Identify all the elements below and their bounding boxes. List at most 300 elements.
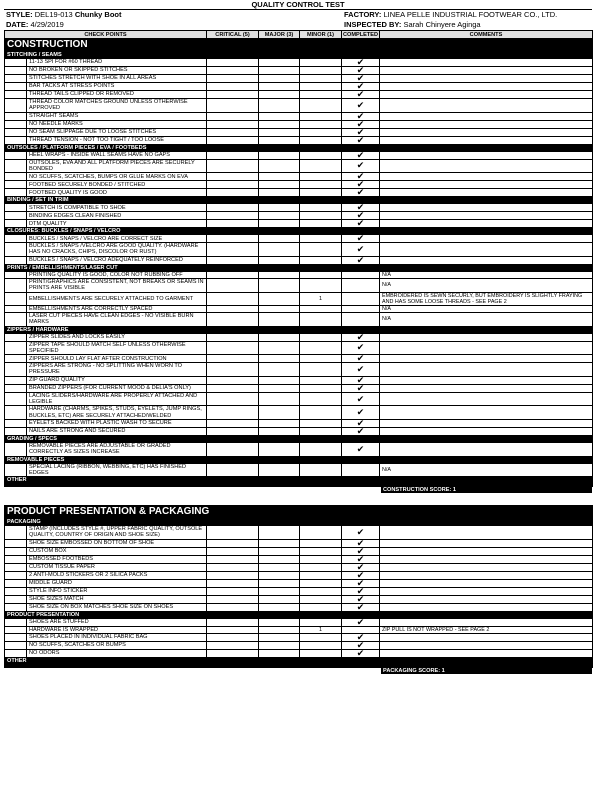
comment-cell	[380, 642, 593, 650]
check-mark-icon: ✔	[356, 211, 365, 220]
row-index-cell	[5, 355, 27, 363]
major-cell	[259, 67, 300, 75]
minor-cell	[300, 642, 342, 650]
completed-cell	[342, 173, 380, 181]
major-cell	[259, 595, 300, 603]
completed-cell	[342, 587, 380, 595]
row-index-cell	[5, 618, 27, 626]
row-index-cell	[5, 333, 27, 341]
critical-cell	[207, 292, 259, 305]
checkpoint-text: BUCKLES / SNAPS /VELCRO ARE GOOD QUALITY. (HARDWARE HAS NO CRACKS, CHIPS, DISCOLOR OR RUST)	[27, 243, 207, 257]
major-cell	[259, 384, 300, 392]
minor-cell	[300, 650, 342, 658]
checkpoint-text: BAR TACKS AT STRESS POINTS	[27, 83, 207, 91]
comment-cell	[380, 212, 593, 220]
checkpoint-text: ZIP GUARD QUALITY	[27, 376, 207, 384]
group-header-row	[5, 477, 593, 484]
checkpoint-text: EMBELLISHMENTS ARE CORRECTLY SPACED	[27, 305, 207, 312]
checkpoint-row	[5, 618, 593, 626]
completed-cell	[342, 634, 380, 642]
checkpoint-text: NO NEEDLE MARKS	[27, 120, 207, 128]
row-index-cell	[5, 603, 27, 611]
minor-cell	[300, 363, 342, 377]
date-value: 4/29/2019	[30, 20, 64, 29]
major-cell	[259, 181, 300, 189]
row-index-cell	[5, 256, 27, 264]
major-cell	[259, 539, 300, 547]
check-mark-icon: ✔	[356, 363, 365, 374]
critical-cell	[207, 526, 259, 540]
comment-cell	[380, 618, 593, 626]
minor-cell	[300, 563, 342, 571]
minor-cell	[300, 587, 342, 595]
check-mark-icon: ✔	[356, 128, 365, 137]
critical-cell	[207, 59, 259, 67]
critical-cell	[207, 333, 259, 341]
comment-cell	[380, 341, 593, 355]
checkpoint-row	[5, 189, 593, 197]
completed-cell	[342, 384, 380, 392]
completed-cell	[342, 526, 380, 540]
checkpoint-row	[5, 442, 593, 456]
comment-cell: N/A	[380, 305, 593, 312]
critical-cell	[207, 442, 259, 456]
checkpoint-text: DTM QUALITY	[27, 220, 207, 228]
minor-cell	[300, 571, 342, 579]
construction-section-title: CONSTRUCTION	[5, 39, 593, 52]
major-cell	[259, 212, 300, 220]
col-check-points: CHECK POINTS	[5, 31, 207, 39]
comment-cell	[380, 99, 593, 113]
check-mark-icon: ✔	[356, 649, 365, 658]
check-mark-icon: ✔	[356, 256, 365, 265]
critical-cell	[207, 384, 259, 392]
check-mark-icon: ✔	[356, 419, 365, 428]
completed-cell	[342, 271, 380, 278]
major-cell	[259, 305, 300, 312]
packaging-body	[5, 506, 593, 668]
col-completed: COMPLETED	[342, 31, 379, 38]
minor-cell	[300, 555, 342, 563]
completed-cell	[342, 406, 380, 420]
checkpoint-row	[5, 642, 593, 650]
checkpoint-row	[5, 526, 593, 540]
comment-cell	[380, 91, 593, 99]
group-title: GRADING / SPECS	[5, 435, 593, 442]
completed-cell	[342, 305, 380, 312]
comment-cell	[380, 526, 593, 540]
major-cell	[259, 363, 300, 377]
major-cell	[259, 75, 300, 83]
minor-cell	[300, 256, 342, 264]
comment-cell	[380, 555, 593, 563]
critical-cell	[207, 406, 259, 420]
checkpoint-row	[5, 279, 593, 293]
critical-cell	[207, 243, 259, 257]
minor-cell	[300, 526, 342, 540]
checkpoint-row	[5, 305, 593, 312]
completed-cell	[342, 181, 380, 189]
checkpoint-row	[5, 312, 593, 326]
checkpoint-text: STYLE INFO STICKER	[27, 587, 207, 595]
completed-cell	[342, 220, 380, 228]
checkpoint-row	[5, 99, 593, 113]
minor-cell	[300, 235, 342, 243]
minor-cell	[300, 189, 342, 197]
critical-cell	[207, 256, 259, 264]
major-cell	[259, 547, 300, 555]
checkpoint-row	[5, 59, 593, 67]
completed-cell	[342, 159, 380, 173]
major-cell	[259, 427, 300, 435]
row-index-cell	[5, 189, 27, 197]
major-cell	[259, 312, 300, 326]
check-mark-icon: ✔	[356, 547, 365, 556]
major-cell	[259, 419, 300, 427]
comment-cell	[380, 634, 593, 642]
check-mark-icon: ✔	[356, 555, 365, 564]
major-cell	[259, 587, 300, 595]
comment-cell	[380, 173, 593, 181]
check-mark-icon: ✔	[356, 384, 365, 393]
packaging-table	[4, 505, 593, 668]
comment-cell: ZIP PULL IS NOT WRAPPED - SEE PAGE 2	[380, 626, 593, 633]
col-critical: CRITICAL (5)	[207, 31, 259, 39]
check-mark-icon: ✔	[356, 136, 365, 145]
critical-cell	[207, 75, 259, 83]
major-cell	[259, 159, 300, 173]
critical-cell	[207, 587, 259, 595]
major-cell	[259, 579, 300, 587]
minor-cell	[300, 220, 342, 228]
style-name: Chunky Boot	[74, 10, 122, 19]
major-cell	[259, 376, 300, 384]
row-index-cell	[5, 376, 27, 384]
row-index-cell	[5, 555, 27, 563]
checkpoint-row	[5, 136, 593, 144]
minor-cell	[300, 392, 342, 406]
row-index-cell	[5, 571, 27, 579]
major-cell	[259, 463, 300, 477]
critical-cell	[207, 603, 259, 611]
checkpoint-text: NO ODORS	[27, 650, 207, 658]
comment-cell: N/A	[380, 279, 593, 293]
critical-cell	[207, 595, 259, 603]
critical-cell	[207, 173, 259, 181]
checkpoint-row	[5, 75, 593, 83]
check-mark-icon: ✔	[356, 563, 365, 572]
check-mark-icon: ✔	[356, 74, 365, 83]
minor-cell	[300, 136, 342, 144]
group-title: STITCHING / SEAMS	[5, 52, 593, 59]
critical-cell	[207, 642, 259, 650]
checkpoint-text: SHOES PLACED IN INDIVIDUAL FABRIC BAG	[27, 634, 207, 642]
row-index-cell	[5, 634, 27, 642]
completed-cell	[342, 120, 380, 128]
check-mark-icon: ✔	[356, 160, 365, 171]
comment-cell	[380, 256, 593, 264]
major-cell	[259, 603, 300, 611]
row-index-cell	[5, 271, 27, 278]
critical-cell	[207, 392, 259, 406]
critical-cell	[207, 120, 259, 128]
comment-cell	[380, 547, 593, 555]
checkpoint-text: OUTSOLES, EVA AND ALL PLATFORM PIECES ARE SECURELY BONDED	[27, 159, 207, 173]
critical-cell	[207, 212, 259, 220]
check-mark-icon: ✔	[356, 342, 365, 353]
critical-cell	[207, 204, 259, 212]
checkpoint-text: STRETCH IS COMPATIBLE TO SHOE	[27, 204, 207, 212]
section-spacer	[4, 493, 592, 505]
row-index-cell	[5, 406, 27, 420]
major-cell	[259, 292, 300, 305]
checkpoint-text: NO BROKEN OR SKIPPED STITCHES	[27, 67, 207, 75]
check-mark-icon: ✔	[356, 112, 365, 121]
group-title: ZIPPERS / HARDWARE	[5, 326, 593, 333]
comment-cell: N/A	[380, 312, 593, 326]
major-cell	[259, 83, 300, 91]
packaging-score: PACKAGING SCORE: 1	[381, 668, 592, 674]
comment-cell	[380, 189, 593, 197]
completed-cell	[342, 563, 380, 571]
row-index-cell	[5, 59, 27, 67]
critical-cell	[207, 235, 259, 243]
factory-label: FACTORY:	[344, 10, 382, 19]
checkpoint-text: SHOES ARE STUFFED	[27, 618, 207, 626]
check-mark-icon: ✔	[356, 82, 365, 91]
completed-cell	[342, 256, 380, 264]
checkpoint-row	[5, 406, 593, 420]
comment-cell: N/A	[380, 463, 593, 477]
critical-cell	[207, 618, 259, 626]
group-header-row	[5, 658, 593, 665]
group-header-row	[5, 52, 593, 59]
row-index-cell	[5, 75, 27, 83]
check-mark-icon: ✔	[356, 90, 365, 99]
checkpoint-text: ZIPPER TAPE SHOULD MATCH SELF UNLESS OTHERWISE SPECIFIED	[27, 341, 207, 355]
major-cell	[259, 120, 300, 128]
group-header-row	[5, 197, 593, 204]
critical-cell	[207, 626, 259, 633]
critical-cell	[207, 83, 259, 91]
critical-cell	[207, 419, 259, 427]
checkpoint-row	[5, 547, 593, 555]
completed-cell	[342, 579, 380, 587]
group-header-row	[5, 456, 593, 463]
row-index-cell	[5, 83, 27, 91]
checkpoint-row	[5, 650, 593, 658]
major-cell	[259, 151, 300, 159]
major-cell	[259, 406, 300, 420]
date-label: DATE:	[6, 20, 29, 29]
checkpoint-row	[5, 91, 593, 99]
completed-cell	[342, 292, 380, 305]
check-mark-icon: ✔	[356, 603, 365, 612]
check-mark-icon: ✔	[356, 151, 365, 160]
row-index-cell	[5, 99, 27, 113]
checkpoint-row	[5, 579, 593, 587]
critical-cell	[207, 220, 259, 228]
checkpoint-row	[5, 419, 593, 427]
comment-cell	[380, 603, 593, 611]
row-index-cell	[5, 212, 27, 220]
row-index-cell	[5, 292, 27, 305]
critical-cell	[207, 355, 259, 363]
checkpoint-row	[5, 384, 593, 392]
checkpoint-row	[5, 595, 593, 603]
critical-cell	[207, 555, 259, 563]
row-index-cell	[5, 539, 27, 547]
major-cell	[259, 128, 300, 136]
minor-cell: 1	[300, 292, 342, 305]
critical-cell	[207, 151, 259, 159]
check-mark-icon: ✔	[356, 58, 365, 67]
checkpoint-text: 2 ANTI-MOLD STICKERS OR 2 SILICA PACKS	[27, 571, 207, 579]
checkpoint-text: SPECIAL LACING (RIBBON, WEBBING, ETC) HAS FINISHED EDGES	[27, 463, 207, 477]
check-mark-icon: ✔	[356, 376, 365, 385]
checkpoint-text: LASER CUT PIECES HAVE CLEAN EDGES - NO VISIBLE BURN MARKS	[27, 312, 207, 326]
inspected-value: Sarah Chinyere Aginga	[403, 20, 481, 29]
group-title: REMOVABLE PIECES	[5, 456, 593, 463]
checkpoint-row	[5, 120, 593, 128]
minor-cell	[300, 618, 342, 626]
row-index-cell	[5, 91, 27, 99]
check-mark-icon: ✔	[356, 354, 365, 363]
check-mark-icon: ✔	[356, 180, 365, 189]
completed-cell	[342, 341, 380, 355]
comment-cell	[380, 376, 593, 384]
checkpoint-text: SHOE SIZE EMBOSSED ON BOTTOM OF SHOE	[27, 539, 207, 547]
check-mark-icon: ✔	[356, 595, 365, 604]
completed-cell	[342, 312, 380, 326]
completed-cell	[342, 363, 380, 377]
checkpoint-row	[5, 587, 593, 595]
row-index-cell	[5, 363, 27, 377]
minor-cell	[300, 579, 342, 587]
group-header-row	[5, 326, 593, 333]
minor-cell	[300, 279, 342, 293]
row-index-cell	[5, 136, 27, 144]
minor-cell	[300, 539, 342, 547]
comment-cell	[380, 333, 593, 341]
major-cell	[259, 341, 300, 355]
comment-cell	[380, 112, 593, 120]
critical-cell	[207, 305, 259, 312]
checkpoint-text: ZIPPERS ARE STRONG - NO SPLITTING WHEN WORN TO PRESSURE	[27, 363, 207, 377]
check-mark-icon: ✔	[356, 443, 365, 454]
checkpoint-row	[5, 463, 593, 477]
style-label: STYLE:	[6, 10, 33, 19]
checkpoint-text: FOOTBED QUALITY IS GOOD	[27, 189, 207, 197]
row-index-cell	[5, 384, 27, 392]
row-index-cell	[5, 595, 27, 603]
minor-cell	[300, 212, 342, 220]
checkpoint-row	[5, 333, 593, 341]
comment-cell	[380, 136, 593, 144]
checkpoint-text: BRANDED ZIPPERS (FOR CURRENT MOOD & DELIA'S ONLY)	[27, 384, 207, 392]
comment-cell	[380, 67, 593, 75]
checkpoint-row	[5, 204, 593, 212]
checkpoint-text: THREAD TAILS CLIPPED OR REMOVED	[27, 91, 207, 99]
completed-cell	[342, 642, 380, 650]
row-index-cell	[5, 67, 27, 75]
row-index-cell	[5, 235, 27, 243]
check-mark-icon: ✔	[356, 526, 365, 537]
group-header-row	[5, 144, 593, 151]
row-index-cell	[5, 563, 27, 571]
row-index-cell	[5, 587, 27, 595]
minor-cell	[300, 634, 342, 642]
checkpoint-row	[5, 83, 593, 91]
checkpoint-text: LACING SLIDERS/HARDWARE ARE PROPERLY ATTACHED AND LEGIBLE	[27, 392, 207, 406]
minor-cell	[300, 442, 342, 456]
critical-cell	[207, 159, 259, 173]
critical-cell	[207, 634, 259, 642]
completed-cell	[342, 204, 380, 212]
comment-cell	[380, 235, 593, 243]
row-index-cell	[5, 159, 27, 173]
checkpoint-text: EMBELLISHMENTS ARE SECURELY ATTACHED TO GARMENT	[27, 292, 207, 305]
checkpoint-text: EYELETS BACKED WITH PLASTIC WASH TO SECURE	[27, 419, 207, 427]
critical-cell	[207, 547, 259, 555]
major-cell	[259, 642, 300, 650]
comment-cell: N/A	[380, 271, 593, 278]
style-value: DEL19-013	[34, 10, 73, 19]
construction-table	[4, 30, 593, 487]
checkpoint-text: NO SCUFFS, SCATCHES, BUMPS OR GLUE MARKS ON EVA	[27, 173, 207, 181]
construction-body	[5, 39, 593, 487]
critical-cell	[207, 99, 259, 113]
major-cell	[259, 279, 300, 293]
major-cell	[259, 99, 300, 113]
completed-cell	[342, 333, 380, 341]
critical-cell	[207, 427, 259, 435]
completed-cell	[342, 571, 380, 579]
major-cell	[259, 442, 300, 456]
checkpoint-text: CUSTOM BOX	[27, 547, 207, 555]
group-title: OTHER	[5, 477, 593, 484]
minor-cell	[300, 547, 342, 555]
completed-cell	[342, 555, 380, 563]
info-row-style	[4, 10, 592, 20]
row-index-cell	[5, 120, 27, 128]
checkpoint-row	[5, 571, 593, 579]
completed-cell	[342, 83, 380, 91]
minor-cell	[300, 128, 342, 136]
checkpoint-row	[5, 392, 593, 406]
critical-cell	[207, 312, 259, 326]
checkpoint-row	[5, 243, 593, 257]
completed-cell	[342, 212, 380, 220]
completed-cell	[342, 427, 380, 435]
critical-cell	[207, 128, 259, 136]
checkpoint-text: PRINTING QUALITY IS GOOD, COLOR NOT RUBBING OFF	[27, 271, 207, 278]
completed-cell	[342, 626, 380, 633]
group-title: PRINTS / EMBELLISHMENTS/LASER CUT	[5, 264, 593, 271]
minor-cell	[300, 173, 342, 181]
checkpoint-text: SHOE SIZE ON BOX MATCHES SHOE SIZE ON SHOES	[27, 603, 207, 611]
completed-cell	[342, 243, 380, 257]
critical-cell	[207, 376, 259, 384]
row-index-cell	[5, 642, 27, 650]
checkpoint-text: NO SEAM SLIPPAGE DUE TO LOOSE STITCHES	[27, 128, 207, 136]
comment-cell	[380, 563, 593, 571]
factory-value: LINEA PELLE INDUSTRIAL FOOTWEAR CO., LTD.	[383, 10, 558, 19]
minor-cell	[300, 112, 342, 120]
comment-cell	[380, 59, 593, 67]
construction-score: CONSTRUCTION SCORE: 1	[381, 487, 592, 493]
check-mark-icon: ✔	[356, 618, 365, 627]
